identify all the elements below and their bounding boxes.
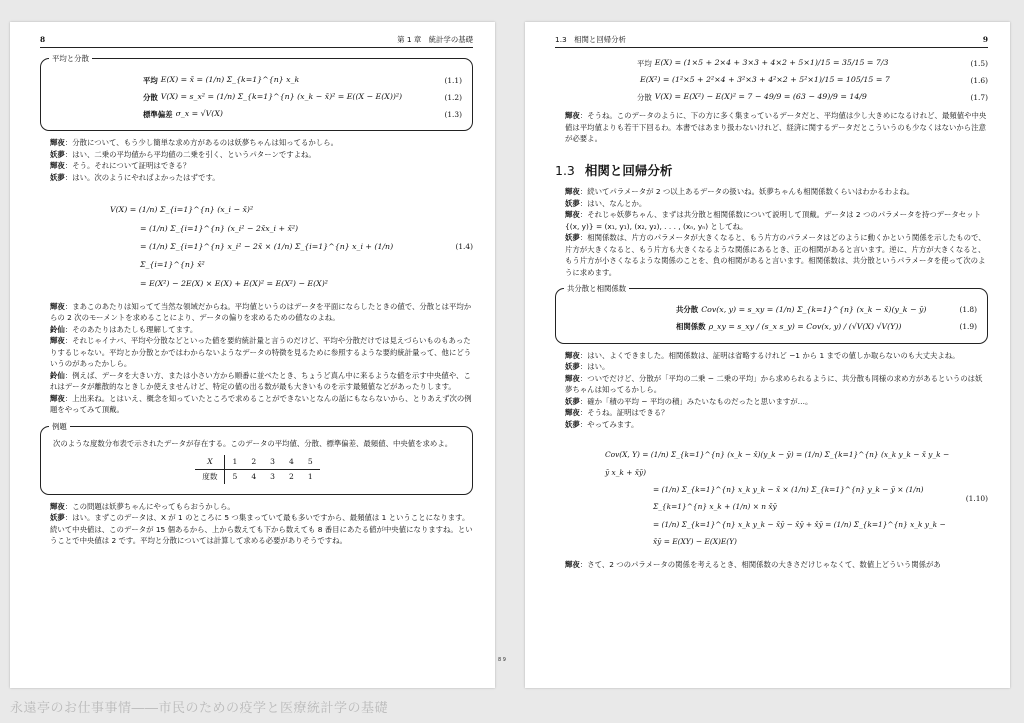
equation-label: 分散	[637, 92, 652, 102]
dialog-line	[565, 373, 988, 396]
dialog-line	[565, 209, 988, 232]
table-cell: 5	[232, 471, 238, 481]
dialog-line	[565, 396, 988, 407]
speaker: 妖夢	[50, 172, 65, 182]
dialog-line	[50, 160, 473, 171]
equation-label: 分散	[143, 92, 158, 102]
dialog-block-2	[40, 301, 473, 416]
speech: ：相関係数は、片方のパラメータが大きくなると、もう片方のパラメータはどのように動くかという関係を示したもので、片方が大きくなると、もう片方も大きくなるような関係にあるとき、正の相関があると言います。逆に、片方が大きくなると、もう片方が小さくなるような関係のことを、負の相関があると言います。相関係数は、共分散というパラメータを使って次のように求めます。	[565, 233, 986, 277]
table-cell: 4	[282, 455, 301, 469]
speech: ：確か「積の平均 − 平均の積」みたいなものだったと思いますが…。	[579, 396, 813, 406]
table-cell: 3	[263, 455, 282, 469]
equation-tag: (1.4)	[455, 242, 473, 252]
dialog-line	[50, 324, 473, 335]
derivation-line: = (1/n) Σ_{i=1}^{n} (x_i² − 2x̄x_i + x̄²)	[140, 223, 299, 233]
speech: ：上出来ね。とはいえ、概念を知っていたところで求めることができないとなんの話にもならないから、とりあえず次の例題をやってみて頂戴。	[50, 393, 472, 415]
equation-1-1	[143, 73, 462, 87]
equation-1-8	[676, 303, 977, 317]
speech: ：はい、なんとか。	[579, 198, 647, 208]
dialog-line	[50, 149, 473, 160]
speech: ：そう。それについて証明はできる？	[64, 161, 191, 171]
dialog-line	[565, 198, 988, 209]
derivation-1-4	[40, 201, 473, 293]
equation-label: 共分散	[676, 305, 699, 315]
table-cell: 5	[301, 455, 320, 469]
speech: ：はい。まずこのデータは、X が 1 のところに 5 つ集まっていて最も多いですから、最頻値は 1 ということになります。続いて中央値は、このデータが 15 個あるから、上から数えても下から数えても 8 番目にあたる値が中央値になりますね。ということで中央値は 2 です。平均と分散については計算して求める必要がありそうですね。	[50, 513, 473, 545]
speaker: 鈴仙	[50, 370, 65, 380]
section-title: 相関と回帰分析	[584, 162, 673, 178]
equation-tag: (1.5)	[970, 58, 988, 68]
equation-tag: (1.2)	[444, 92, 462, 102]
speech: ：この問題は妖夢ちゃんにやってもらおうかしら。	[64, 501, 235, 511]
section-header: 1.3 相関と回帰分析	[555, 35, 626, 44]
box-title: 平均と分散	[49, 53, 92, 64]
speech: ：はい。	[579, 362, 610, 372]
equation-tag: (1.10)	[965, 493, 988, 503]
dialog-block-r4	[555, 559, 988, 570]
speech: ：そのあたりはあたしも理解してます。	[64, 324, 198, 334]
derivation-line: = (1/n) Σ_{k=1}^{n} x_k y_k − x̄ × (1/n) Σ_{k=1}^{n} y_k − ȳ × (1/n) Σ_{k=1}^{n} x_k + (1/n) × n x̄ȳ	[653, 485, 924, 512]
equation-tag: (1.7)	[970, 92, 988, 102]
table-cell: 4	[251, 471, 257, 481]
dialog-block-r3	[555, 350, 988, 430]
box-title: 例題	[49, 421, 70, 432]
dialog-line	[565, 186, 988, 197]
equation-tag: (1.1)	[444, 75, 462, 85]
speech: ：続いてパラメータが 2 つ以上あるデータの扱いね。妖夢ちゃんも相関係数くらいはわかるわよね。	[579, 187, 915, 197]
dialog-line	[50, 370, 473, 393]
table-row	[195, 455, 319, 469]
left-page-number: 8	[40, 35, 46, 44]
frequency-table	[195, 455, 319, 484]
dialog-block-r2	[555, 186, 988, 278]
table-cell: 2	[244, 455, 263, 469]
dialog-line	[50, 137, 473, 148]
speech: ：分散について、もう少し簡単な求め方があるのは妖夢ちゃんは知ってるかしら。	[64, 138, 338, 148]
speaker: 輝夜	[565, 187, 580, 197]
left-running-header	[40, 34, 473, 48]
box-title: 共分散と相関係数	[564, 283, 629, 294]
table-cell: 1	[225, 455, 244, 469]
dialog-line	[565, 559, 988, 570]
equation-1-2	[143, 90, 462, 104]
equation-label: 相関係数	[676, 322, 706, 332]
equation-1-6	[637, 73, 988, 87]
speaker: 輝夜	[50, 501, 65, 511]
speaker: 輝夜	[565, 373, 580, 383]
equation-label: 平均	[637, 58, 652, 68]
equation-expr: V(X) = E(X²) − E(X)² = 7 − 49/9 = (63 − 49)/9 = 14/9	[654, 92, 867, 102]
dialog-line	[565, 407, 988, 418]
speaker: 妖夢	[565, 419, 580, 429]
equation-expr: σ_x = √V(X)	[175, 109, 223, 119]
derivation-1-10	[555, 446, 988, 550]
equation-expr: ρ_xy = s_xy / (s_x s_y) = Cov(x, y) / (√V(X) √V(Y))	[708, 321, 902, 331]
equation-expr: V(X) = s_x² = (1/n) Σ_{k=1}^{n} (x_k − x̄)² = E((X − E(X))²)	[160, 92, 403, 102]
mean-variance-box	[40, 54, 473, 131]
speech: ：そうね。このデータのように、下の方に多く集まっているデータだと、平均値は少し大きめになるけれど、最頻値や中央値は平均値よりも若干下回るわ。本書ではあまり扱わないけれど、経済に関するデータだとこういうのも少なくはないから注意が必要よ。	[565, 111, 987, 144]
right-running-header	[555, 34, 988, 48]
equation-1-3	[143, 107, 462, 121]
table-cell: 1	[307, 471, 313, 481]
speaker: 輝夜	[565, 559, 580, 569]
chapter-title: 第 1 章 統計学の基礎	[397, 35, 473, 44]
equation-expr: E(X) = (1×5 + 2×4 + 3×3 + 4×2 + 5×1)/15 = 35/15 = 7/3	[654, 58, 889, 68]
speech: ：まあこのあたりは知ってて当然な領域だからね。平均値というのはデータを平面にならしたときの値で、分散とは平均からの 2 次のモーメントを求めることにより、データの偏りを求めるための値なのよね。	[50, 301, 472, 323]
dialog-line	[50, 393, 473, 416]
table-cell: 2	[289, 471, 294, 481]
speaker: 妖夢	[50, 513, 65, 523]
equations-1-5-to-1-7	[555, 56, 988, 104]
table-head: X	[195, 455, 225, 469]
dialog-block-r1	[555, 110, 988, 144]
right-page	[525, 22, 1010, 688]
speech: ：やってみます。	[579, 419, 639, 429]
equation-label: 標準偏差	[143, 109, 173, 119]
speaker: 鈴仙	[50, 324, 65, 334]
derivation-line: = (1/n) Σ_{i=1}^{n} x_i² − 2x̄ × (1/n) Σ_{i=1}^{n} x_i + (1/n) Σ_{i=1}^{n} x̄²	[140, 241, 394, 270]
speaker: 輝夜	[565, 210, 580, 220]
speech: ：例えば、データを大きい方、または小さい方から順番に並べたとき、ちょうど真ん中に来るような値を示す中央値や、これはデータが離散的なときしか使えませんけど、特定の値の出る数が最も大きいものを示す最頻値などがあったりします。	[50, 370, 471, 392]
speaker: 輝夜	[50, 336, 65, 346]
speech: ：それじゃイナバ、平均や分散などといった値を要約統計量と言うのだけど、平均や分散だけでは見えづらいものもあったりするじゃない。平均とか分散とかではわからないようなデータの特徴を見るために参照するような要約統計量って、他にどういうのがあったかしら。	[50, 336, 472, 369]
equation-tag: (1.8)	[959, 305, 977, 315]
speaker: 輝夜	[50, 138, 65, 148]
derivation-line: = (1/n) Σ_{k=1}^{n} x_k y_k − x̄ȳ − x̄ȳ + x̄ȳ = (1/n) Σ_{k=1}^{n} x_k y_k − x̄ȳ = E(XY) − E(X)E(Y)	[653, 519, 946, 547]
derivation-line: Cov(X, Y) = (1/n) Σ_{k=1}^{n} (x_k − x̄)(y_k − ȳ) = (1/n) Σ_{k=1}^{n} (x_k y_k − x̄ y_k − ȳ x_k + x̄ȳ)	[605, 450, 950, 477]
derivation-line: V(X) = (1/n) Σ_{i=1}^{n} (x_i − x̄)²	[110, 205, 254, 215]
section-heading	[555, 161, 988, 180]
speaker: 妖夢	[565, 396, 580, 406]
dialog-line	[50, 172, 473, 183]
speech: ：はい。次のようにやればよかったはずです。	[64, 172, 220, 182]
speaker: 輝夜	[565, 351, 580, 360]
speaker: 妖夢	[565, 198, 580, 208]
page-spread-marker: 8 9	[498, 657, 506, 663]
dialog-line	[50, 501, 473, 512]
covariance-box	[555, 284, 988, 344]
section-number: 1.3	[555, 162, 575, 178]
dialog-line	[565, 361, 988, 372]
equation-expr: E(X²) = (1²×5 + 2²×4 + 3²×3 + 4²×2 + 5²×1)/15 = 105/15 = 7	[640, 75, 890, 85]
derivation-line: = E(X²) − 2E(X) × E(X) + E(X)² = E(X²) − E(X)²	[140, 278, 328, 288]
equation-1-7	[637, 90, 988, 104]
dialog-block-3	[40, 501, 473, 547]
dialog-line	[50, 512, 473, 546]
book-title-footer: 永遠亭のお仕事事情――市民のための疫学と医療統計学の基礎	[10, 701, 389, 716]
example-box	[40, 421, 473, 495]
equation-expr: Cov(x, y) = s_xy = (1/n) Σ_{k=1}^{n} (x_k − x̄)(y_k − ȳ)	[701, 304, 927, 314]
speech: ：それじゃ妖夢ちゃん、まずは共分散と相関係数について説明して頂戴。データは 2 つのパラメータを持つデータセット {(x, y)} = (x₁, y₁), (x₂, y₂), . . . , (xₙ, yₙ) としてね。	[565, 210, 981, 231]
right-page-number: 9	[982, 35, 988, 44]
speech: ：そうね。証明はできる？	[579, 408, 669, 418]
equation-tag: (1.9)	[959, 322, 977, 332]
dialog-block-1	[40, 137, 473, 183]
speaker: 輝夜	[565, 111, 580, 121]
speaker: 輝夜	[565, 408, 580, 418]
dialog-line	[565, 232, 988, 278]
equation-expr: E(X) = x̄ = (1/n) Σ_{k=1}^{n} x_k	[160, 75, 300, 85]
speaker: 妖夢	[565, 362, 580, 372]
speech: ：はい、二乗の平均値から平均値の二乗を引く、というパターンですよね。	[64, 149, 316, 159]
speech: ：はい、よくできました。相関係数は、証明は省略するけれど −1 から 1 までの値しか取らないのも大丈夫よね。	[579, 351, 960, 360]
speaker: 妖夢	[565, 233, 580, 243]
speech: ：ついでだけど、分散が「平均の二乗 − 二乗の平均」から求められるように、共分散も同様の求め方があるというのは妖夢ちゃんは知ってるかしら。	[565, 373, 983, 395]
equation-label: 平均	[143, 75, 158, 85]
dialog-line	[50, 335, 473, 369]
speaker: 輝夜	[50, 161, 65, 171]
dialog-line	[565, 110, 988, 144]
equation-tag: (1.6)	[970, 75, 988, 85]
speech: ：さて、2 つのパラメータの関係を考えるとき、相関係数の大きさだけじゃなくて、数値上どういう関係があ	[579, 559, 941, 569]
dialog-line	[565, 419, 988, 430]
example-text: 次のような度数分布表で示されたデータが存在する。このデータの平均値、分散、標準偏差、最頻値、中央値を求めよ。	[53, 438, 453, 448]
speaker: 妖夢	[50, 149, 65, 159]
table-row	[195, 469, 319, 483]
equation-tag: (1.3)	[444, 109, 462, 119]
speaker: 輝夜	[50, 393, 65, 403]
speaker: 輝夜	[50, 301, 65, 311]
equation-1-9	[676, 320, 977, 334]
table-cell: 3	[270, 471, 276, 481]
table-head: 度数	[195, 469, 225, 483]
left-page	[10, 22, 495, 688]
dialog-line	[565, 350, 988, 361]
dialog-line	[50, 301, 473, 324]
equation-1-5	[637, 56, 988, 70]
